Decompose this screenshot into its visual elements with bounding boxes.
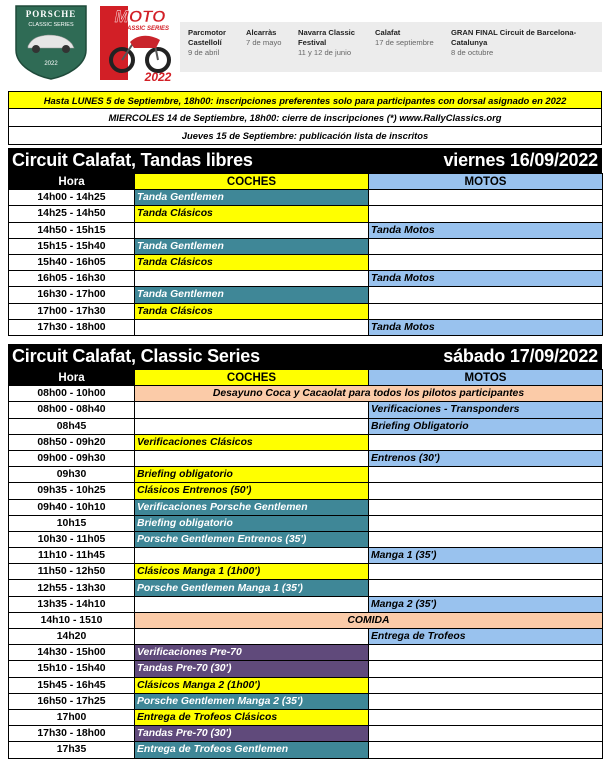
column-header-hora: Hora	[9, 370, 135, 386]
time-cell: 14h30 - 15h00	[9, 645, 135, 661]
date-item-date: 17 de septiembre	[375, 38, 434, 47]
table-row	[9, 580, 603, 596]
time-cell: 15h40 - 16h05	[9, 254, 135, 270]
table-header-row	[9, 174, 603, 190]
coches-activity-cell	[135, 319, 369, 335]
time-cell: 10h15	[9, 515, 135, 531]
table-row	[9, 564, 603, 580]
motos-activity-cell: Manga 1 (35')	[369, 548, 603, 564]
column-header-motos: MOTOS	[369, 174, 603, 190]
coches-activity-cell: Briefing obligatorio	[135, 515, 369, 531]
motos-activity-cell	[369, 661, 603, 677]
date-item-name: GRAN FINAL Circuit de Barcelona-Catalunya	[451, 28, 577, 47]
column-header-motos: MOTOS	[369, 370, 603, 386]
date-item-name: Parcmotor Castellolí	[188, 28, 226, 47]
table-row	[9, 418, 603, 434]
porsche-logo-sub: CLASSIC SERIES	[28, 22, 74, 28]
coches-activity-cell: Tanda Clásicos	[135, 206, 369, 222]
table-row	[9, 515, 603, 531]
column-header-coches: COCHES	[135, 370, 369, 386]
friday-rows	[9, 190, 603, 336]
motos-activity-cell	[369, 254, 603, 270]
time-cell: 14h10 - 1510	[9, 612, 135, 628]
table-row	[9, 434, 603, 450]
date-item-date: 8 de octubre	[451, 48, 494, 57]
motos-activity-cell: Verificaciones - Transponders	[369, 402, 603, 418]
time-cell: 16h05 - 16h30	[9, 271, 135, 287]
date-item-date: 9 de abril	[188, 48, 220, 57]
coches-activity-cell: Tanda Gentlemen	[135, 238, 369, 254]
motos-activity-cell: Tanda Motos	[369, 222, 603, 238]
date-item	[246, 28, 281, 48]
table-row	[9, 303, 603, 319]
date-item	[188, 28, 240, 58]
motos-activity-cell	[369, 693, 603, 709]
motos-activity-cell	[369, 238, 603, 254]
table-row	[9, 450, 603, 466]
time-cell: 08h50 - 09h20	[9, 434, 135, 450]
motos-activity-cell	[369, 483, 603, 499]
coches-activity-cell	[135, 596, 369, 612]
motos-activity-cell	[369, 580, 603, 596]
motos-activity-cell: Tanda Motos	[369, 271, 603, 287]
coches-activity-cell: Clásicos Entrenos (50')	[135, 483, 369, 499]
shared-activity-cell: COMIDA	[135, 612, 603, 628]
moto-logo-year: 2022	[144, 70, 172, 84]
time-cell: 09h30	[9, 467, 135, 483]
time-cell: 17h00	[9, 709, 135, 725]
table-row	[9, 709, 603, 725]
time-cell: 09h40 - 10h10	[9, 499, 135, 515]
section-title: Circuit Calafat, Classic Series	[12, 346, 260, 366]
motos-activity-cell	[369, 564, 603, 580]
table-row	[9, 254, 603, 270]
table-row	[9, 499, 603, 515]
time-cell: 11h10 - 11h45	[9, 548, 135, 564]
coches-activity-cell: Tandas Pre-70 (30')	[135, 726, 369, 742]
table-row	[9, 742, 603, 758]
coches-activity-cell: Tanda Clásicos	[135, 254, 369, 270]
moto-classic-series-logo	[100, 2, 176, 84]
time-cell: 15h45 - 16h45	[9, 677, 135, 693]
time-cell: 15h15 - 15h40	[9, 238, 135, 254]
coches-activity-cell: Tandas Pre-70 (30')	[135, 661, 369, 677]
section-date: sábado 17/09/2022	[443, 346, 598, 366]
date-item-date: 11 y 12 de junio	[298, 48, 352, 57]
moto-logo-sub: CLASSIC SERIES	[118, 26, 170, 32]
time-cell: 08h00 - 08h40	[9, 402, 135, 418]
time-cell: 12h55 - 13h30	[9, 580, 135, 596]
date-item-name: Calafat	[375, 28, 401, 37]
coches-activity-cell: Entrega de Trofeos Clásicos	[135, 709, 369, 725]
time-cell: 11h50 - 12h50	[9, 564, 135, 580]
time-cell: 08h00 - 10h00	[9, 386, 135, 402]
motos-activity-cell	[369, 499, 603, 515]
saturday-schedule-table	[8, 369, 603, 759]
notice-entry-list: Jueves 15 de Septiembre: publicación lista de inscritos	[8, 127, 602, 145]
table-row	[9, 596, 603, 612]
motos-activity-cell	[369, 287, 603, 303]
motos-activity-cell	[369, 190, 603, 206]
motos-activity-cell	[369, 434, 603, 450]
coches-activity-cell: Tanda Clásicos	[135, 303, 369, 319]
date-item-date: 7 de mayo	[246, 38, 282, 47]
motos-activity-cell: Entrega de Trofeos	[369, 629, 603, 645]
table-row	[9, 483, 603, 499]
motos-activity-cell	[369, 726, 603, 742]
date-item-name: Navarra Classic Festival	[298, 28, 355, 47]
porsche-classic-series-logo	[14, 4, 88, 80]
time-cell: 17h30 - 18h00	[9, 319, 135, 335]
time-cell: 16h30 - 17h00	[9, 287, 135, 303]
coches-activity-cell: Verificaciones Clásicos	[135, 434, 369, 450]
section-heading-friday	[8, 148, 602, 173]
table-row	[9, 319, 603, 335]
time-cell: 16h50 - 17h25	[9, 693, 135, 709]
motos-activity-cell	[369, 303, 603, 319]
column-header-hora: Hora	[9, 174, 135, 190]
coches-activity-cell	[135, 450, 369, 466]
motos-activity-cell	[369, 515, 603, 531]
motos-activity-cell	[369, 709, 603, 725]
table-row	[9, 531, 603, 547]
table-row	[9, 548, 603, 564]
coches-activity-cell: Tanda Gentlemen	[135, 190, 369, 206]
table-row	[9, 726, 603, 742]
section-heading-saturday	[8, 344, 602, 369]
time-cell: 13h35 - 14h10	[9, 596, 135, 612]
table-row	[9, 677, 603, 693]
motos-activity-cell	[369, 531, 603, 547]
coches-activity-cell	[135, 402, 369, 418]
section-date: viernes 16/09/2022	[443, 150, 598, 170]
coches-activity-cell: Porsche Gentlemen Manga 2 (35')	[135, 693, 369, 709]
coches-activity-cell: Clásicos Manga 2 (1h00')	[135, 677, 369, 693]
motos-activity-cell	[369, 467, 603, 483]
time-cell: 14h25 - 14h50	[9, 206, 135, 222]
table-row	[9, 661, 603, 677]
coches-activity-cell: Entrega de Trofeos Gentlemen	[135, 742, 369, 758]
porsche-logo-top: PORSCHE	[25, 9, 77, 19]
time-cell: 09h35 - 10h25	[9, 483, 135, 499]
motos-activity-cell	[369, 742, 603, 758]
shared-activity-cell: Desayuno Coca y Cacaolat para todos los pilotos participantes	[135, 386, 603, 402]
time-cell: 17h30 - 18h00	[9, 726, 135, 742]
time-cell: 09h00 - 09h30	[9, 450, 135, 466]
coches-activity-cell: Tanda Gentlemen	[135, 287, 369, 303]
coches-activity-cell: Verificaciones Porsche Gentlemen	[135, 499, 369, 515]
motos-activity-cell: Manga 2 (35')	[369, 596, 603, 612]
coches-activity-cell: Porsche Gentlemen Manga 1 (35')	[135, 580, 369, 596]
table-header-row	[9, 370, 603, 386]
time-cell: 14h20	[9, 629, 135, 645]
motos-activity-cell: Tanda Motos	[369, 319, 603, 335]
coches-activity-cell: Clásicos Manga 1 (1h00')	[135, 564, 369, 580]
motos-activity-cell: Entrenos (30')	[369, 450, 603, 466]
coches-activity-cell: Verificaciones Pre-70	[135, 645, 369, 661]
time-cell: 14h50 - 15h15	[9, 222, 135, 238]
coches-activity-cell	[135, 271, 369, 287]
date-item	[298, 28, 368, 58]
time-cell: 17h35	[9, 742, 135, 758]
porsche-logo-year: 2022	[44, 61, 58, 67]
coches-activity-cell	[135, 548, 369, 564]
championship-dates	[180, 22, 602, 72]
table-row	[9, 238, 603, 254]
time-cell: 14h00 - 14h25	[9, 190, 135, 206]
motos-activity-cell	[369, 206, 603, 222]
motos-activity-cell	[369, 645, 603, 661]
coches-activity-cell	[135, 418, 369, 434]
table-row	[9, 222, 603, 238]
table-row	[9, 271, 603, 287]
saturday-rows	[9, 386, 603, 758]
table-row	[9, 206, 603, 222]
table-row	[9, 693, 603, 709]
table-row	[9, 402, 603, 418]
table-row	[9, 629, 603, 645]
date-item	[451, 28, 599, 58]
coches-activity-cell: Briefing obligatorio	[135, 467, 369, 483]
time-cell: 10h30 - 11h05	[9, 531, 135, 547]
friday-schedule-table	[8, 173, 603, 336]
time-cell: 17h00 - 17h30	[9, 303, 135, 319]
date-item-name: Alcarràs	[246, 28, 277, 37]
table-row	[9, 612, 603, 628]
date-item	[375, 28, 434, 48]
time-cell: 15h10 - 15h40	[9, 661, 135, 677]
coches-activity-cell	[135, 222, 369, 238]
column-header-coches: COCHES	[135, 174, 369, 190]
table-row	[9, 386, 603, 402]
section-title: Circuit Calafat, Tandas libres	[12, 150, 253, 170]
coches-activity-cell: Porsche Gentlemen Entrenos (35')	[135, 531, 369, 547]
coches-activity-cell	[135, 629, 369, 645]
table-row	[9, 190, 603, 206]
motos-activity-cell: Briefing Obligatorio	[369, 418, 603, 434]
table-row	[9, 287, 603, 303]
event-header	[0, 0, 610, 88]
notice-preferent-inscriptions: Hasta LUNES 5 de Septiembre, 18h00: inscripciones preferentes solo para participantes con dorsal asignado en 2022	[8, 91, 602, 109]
notice-inscriptions-close: MIERCOLES 14 de Septiembre, 18h00: cierre de inscripciones (*) www.RallyClassics.org	[8, 109, 602, 127]
moto-logo-word: MOTO	[114, 7, 166, 26]
table-row	[9, 645, 603, 661]
table-row	[9, 467, 603, 483]
time-cell: 08h45	[9, 418, 135, 434]
motos-activity-cell	[369, 677, 603, 693]
